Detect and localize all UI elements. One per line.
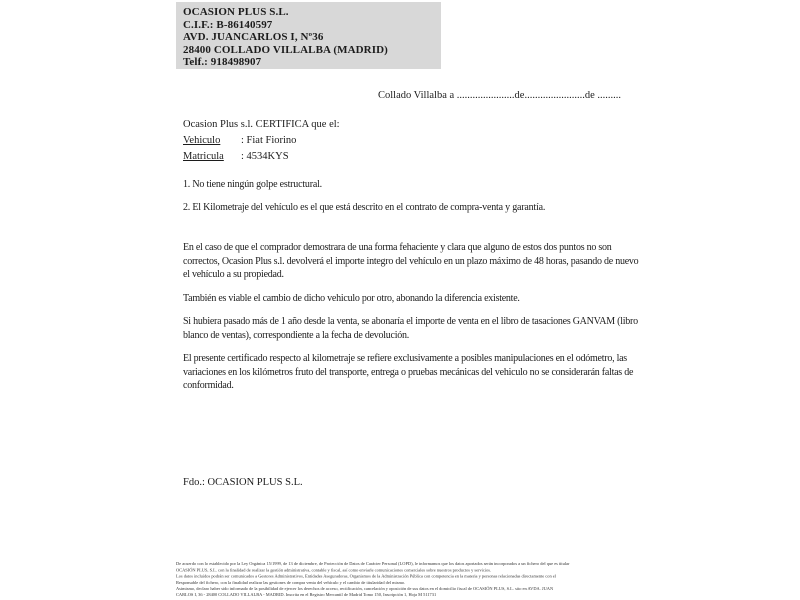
company-name: OCASION PLUS S.L. <box>183 6 289 18</box>
certify-intro: Ocasion Plus s.l. CERTIFICA que el: <box>183 119 340 130</box>
plate-row <box>183 149 340 165</box>
legal-line-1: De acuerdo con lo establecido por la Ley Orgánica 15/1999, de 13 de diciembre, de Protección de Datos de Carácter Personal (LOPD), le informamos que los datos aportados serán incorporados a un fichero del que es titular <box>176 561 570 567</box>
company-phone: Telf.: 918498907 <box>183 56 262 68</box>
plate-label: Matricula <box>183 151 224 162</box>
signature-line: Fdo.: OCASION PLUS S.L. <box>183 477 303 488</box>
point-1: 1. No tiene ningún golpe estructural. <box>183 179 322 190</box>
point-2: 2. El Kilometraje del vehículo es el que está descrito en el contrato de compra-venta y garantía. <box>183 202 546 213</box>
legal-line-3: Los datos incluidos podrán ser comunicados a Gestores Administrativos, Entidades Aseguradoras, Organismos de la Administración Pública con competencia en la materia y personas relacionadas directamente con el <box>176 573 556 579</box>
legal-line-2: OCASIÓN PLUS, S.L. con la finalidad de realizar la gestión administrativa, contable y fiscal, así como enviarle comunicaciones comerciales sobre nuestros productos y servicios. <box>176 567 492 573</box>
paragraph-ganvam: Si hubiera pasado más de 1 año desde la venta, se abonaría el importe de venta en el libro de tasaciones GANVAM (libro blanco de ventas), correspondiente a la fecha de devolución. <box>183 316 638 341</box>
legal-fine-print <box>176 561 622 598</box>
vehicle-value: : Fiat Fiorino <box>241 135 297 146</box>
numbered-points <box>183 178 643 224</box>
company-header-block <box>176 2 441 69</box>
date-line: Collado Villalba a ......................de.......................de ......... <box>378 90 621 101</box>
legal-line-4: Responsable del fichero, con la finalidad realizar las gestiones de compra venta del vehículo y el cambio de titularidad del mismo. <box>176 580 406 585</box>
company-cif: C.I.F.: B-86140597 <box>183 18 273 31</box>
vehicle-label: Vehiculo <box>183 135 221 146</box>
plate-value: : 4534KYS <box>241 151 289 162</box>
legal-line-5: Asimismo, declaro haber sido informado de la posibilidad de ejercer los derechos de acceso, rectificación, cancelación y oposición de sus datos en el domicilio fiscal de OCASIÓN PLUS, S.L. sito en AVDA. JUAN <box>176 586 554 591</box>
paragraph-refund: En el caso de que el comprador demostrara de una forma fehaciente y clara que alguno de estos dos puntos no son correctos, Ocasion Plus s.l. devolverá el importe integro del vehículo en un plazo máximo de 48 horas, pasando de nuevo el vehículo a su propiedad. <box>183 242 639 280</box>
vehicle-row <box>183 133 340 149</box>
certification-block <box>183 117 340 165</box>
company-city: 28400 COLLADO VILLALBA (MADRID) <box>183 43 388 56</box>
body-paragraphs <box>183 241 643 403</box>
company-address: AVD. JUANCARLOS I, Nº36 <box>183 31 324 43</box>
paragraph-odometer: El presente certificado respecto al kilometraje se refiere exclusivamente a posibles manipulaciones en el odómetro, las variaciones en los kilómetros fruto del transporte, entrega o pruebas mecánicas del vehiculo no se considerarán faltas de conformidad. <box>183 353 634 391</box>
paragraph-exchange: También es viable el cambio de dicho vehiculo por otro, abonando la diferencia existente. <box>183 292 520 304</box>
legal-line-6: CARLOS I, 36 - 28400 COLLADO VILLALBA - MADRID. Inscrita en el Registro Mercantil de Madrid Tomo 150, Inscripción 1, Hoja M 511731 <box>176 592 437 598</box>
